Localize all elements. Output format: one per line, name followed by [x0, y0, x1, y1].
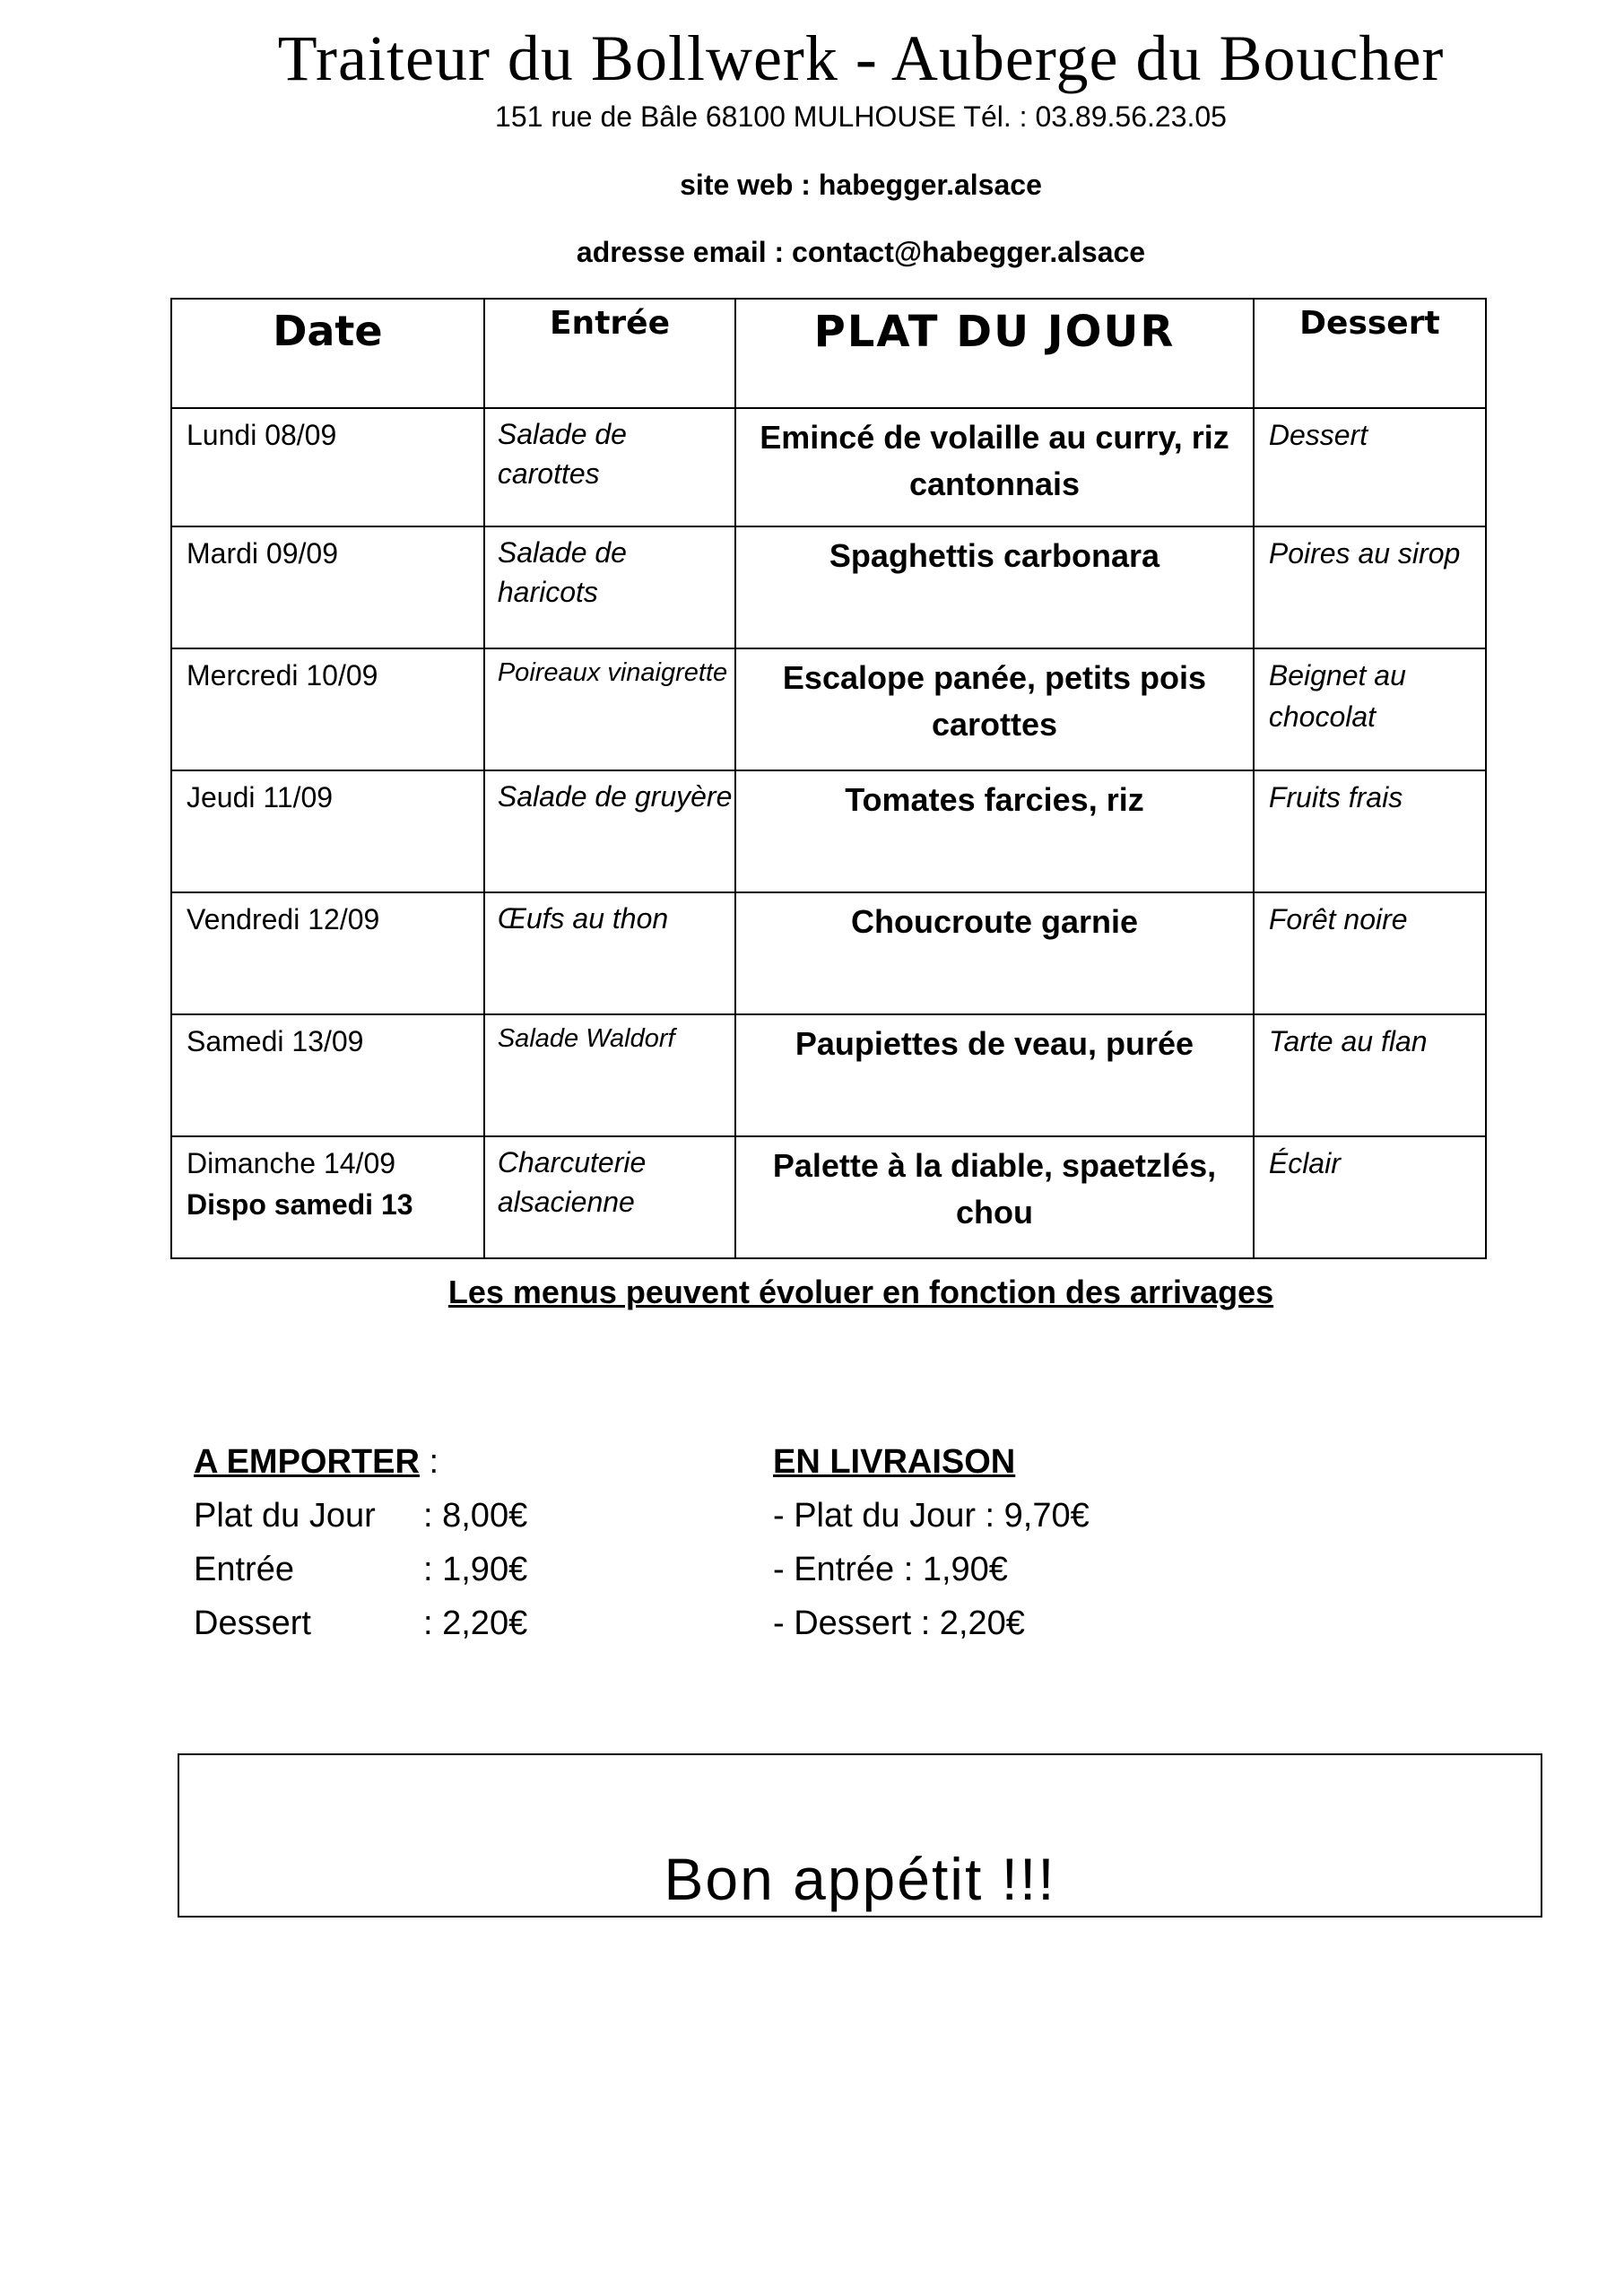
table-row [171, 1136, 1486, 1258]
price-row [194, 1543, 527, 1596]
row-plat: Escalope panée, petits pois carottes [735, 648, 1254, 770]
takeaway-prices [194, 1435, 527, 1650]
price-row [194, 1596, 527, 1650]
table-row [171, 648, 1486, 770]
delivery-price-item: - Entrée : 1,90€ [773, 1551, 1008, 1588]
row-availability-note: Dispo samedi 13 [187, 1188, 413, 1221]
row-dessert: Fruits frais [1254, 770, 1486, 892]
price-label: Dessert [194, 1605, 311, 1642]
row-date: Jeudi 11/09 [171, 770, 484, 892]
row-entree: Œufs au thon [484, 892, 735, 1014]
row-entree: Charcuterie alsacienne [484, 1136, 735, 1258]
row-date: Lundi 08/09 [171, 408, 484, 526]
delivery-prices [773, 1435, 1090, 1650]
takeaway-heading-suffix: : [419, 1443, 439, 1481]
row-plat: Choucroute garnie [735, 892, 1254, 1014]
row-dessert: Dessert [1254, 408, 1486, 526]
header-plat-du-jour: PLAT DU JOUR [735, 299, 1254, 408]
row-date: Dimanche 14/09 [187, 1147, 396, 1179]
restaurant-address: 151 rue de Bâle 68100 MULHOUSE Tél. : 03.89.56.23.05 [495, 100, 1227, 133]
price-label: Entrée [194, 1551, 294, 1588]
row-plat: Paupiettes de veau, purée [735, 1014, 1254, 1136]
row-dessert: Forêt noire [1254, 892, 1486, 1014]
takeaway-heading: A EMPORTER [194, 1443, 420, 1481]
row-dessert: Éclair [1254, 1136, 1486, 1258]
row-plat: Palette à la diable, spaetzlés, chou [735, 1136, 1254, 1258]
header-dessert [1254, 299, 1486, 408]
menu-change-notice: Les menus peuvent évoluer en fonction des arrivages [447, 1274, 1274, 1310]
row-dessert: Tarte au flan [1254, 1014, 1486, 1136]
table-row [171, 1014, 1486, 1136]
row-plat: Spaghettis carbonara [735, 526, 1254, 648]
closing-message: Bon appétit !!! [664, 1846, 1056, 1912]
table-header-row [171, 299, 1486, 408]
row-date: Samedi 13/09 [171, 1014, 484, 1136]
delivery-heading-line [773, 1435, 1090, 1489]
row-entree: Salade de gruyère [484, 770, 735, 892]
row-dessert: Beignet au chocolat [1254, 648, 1486, 770]
row-entree: Poireaux vinaigrette [484, 648, 735, 770]
takeaway-heading-line [194, 1435, 527, 1489]
closing-box [178, 1753, 1542, 1918]
header-date: Date [171, 299, 484, 408]
delivery-price-item: - Plat du Jour : 9,70€ [773, 1497, 1090, 1535]
price-label: Plat du Jour [194, 1497, 376, 1535]
header-entree [484, 299, 735, 408]
delivery-price-item: - Dessert : 2,20€ [773, 1605, 1025, 1642]
table-row [171, 408, 1486, 526]
price-value: : 1,90€ [423, 1551, 528, 1588]
table-row [171, 526, 1486, 648]
row-plat: Emincé de volaille au curry, riz cantonnais [735, 408, 1254, 526]
row-entree: Salade Waldorf [484, 1014, 735, 1136]
email-line: adresse email : contact@habegger.alsace [576, 236, 1146, 268]
price-value: : 8,00€ [423, 1497, 528, 1535]
row-date: Mardi 09/09 [171, 526, 484, 648]
restaurant-title: Traiteur du Bollwerk - Auberge du Boucher [277, 22, 1445, 94]
row-dessert: Poires au sirop [1254, 526, 1486, 648]
row-plat: Tomates farcies, riz [735, 770, 1254, 892]
row-date: Mercredi 10/09 [171, 648, 484, 770]
row-entree: Salade de carottes [484, 408, 735, 526]
header-dessert-label: Dessert [1299, 305, 1440, 342]
weekly-menu-table [170, 298, 1487, 1259]
row-date: Vendredi 12/09 [171, 892, 484, 1014]
delivery-heading: EN LIVRAISON [773, 1443, 1016, 1481]
header-entree-label: Entrée [549, 305, 670, 342]
table-row [171, 892, 1486, 1014]
row-date-cell [171, 1136, 484, 1258]
price-row [194, 1489, 527, 1543]
price-value: : 2,20€ [423, 1605, 528, 1642]
website-line: site web : habegger.alsace [680, 169, 1042, 201]
table-row [171, 770, 1486, 892]
row-entree: Salade de haricots [484, 526, 735, 648]
